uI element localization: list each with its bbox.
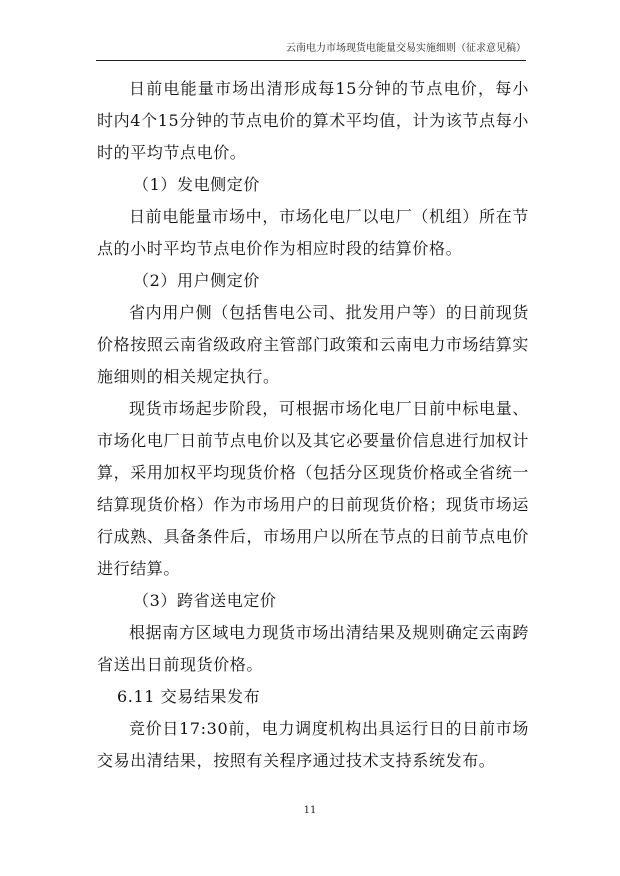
document-body xyxy=(97,73,529,777)
section-heading-result-release: 6.11 交易结果发布 xyxy=(117,687,261,706)
page-header xyxy=(96,42,526,61)
header-title: 云南电力市场现货电能量交易实施细则（征求意见稿） xyxy=(286,43,526,54)
page-number: 11 xyxy=(303,805,317,816)
paragraph-user-pricing: 省内用户侧（包括售电公司、批发用户等）的日前现货价格按照云南省级政府主管部门政策和云南电力市场结算实施细则的相关规定执行。 xyxy=(97,303,529,386)
paragraph-generation-pricing: 日前电能量市场中，市场化电厂以电厂（机组）所在节点的小时平均节点电价作为相应时段的结算价格。 xyxy=(97,207,529,258)
paragraph-result-release: 竞价日17:30前，电力调度机构出具运行日的日前市场交易出清结果，按照有关程序通过技术支持系统发布。 xyxy=(97,719,529,770)
subheading-user-pricing: （2）用户侧定价 xyxy=(133,271,260,290)
paragraph-node-price: 日前电能量市场出清形成每15分钟的节点电价，每小时内4个15分钟的节点电价的算术平均值，计为该节点每小时的平均节点电价。 xyxy=(97,79,529,162)
subheading-generation-pricing: （1）发电侧定价 xyxy=(133,175,260,194)
paragraph-initial-stage: 现货市场起步阶段，可根据市场化电厂日前中标电量、市场化电厂日前节点电价以及其它必要量价信息进行加权计算，采用加权平均现货价格（包括分区现货价格或全省统一结算现货价格）作为市场用户的日前现货价格；现货市场运行成熟、具备条件后，市场用户以所在节点的日前节点电价进行结算。 xyxy=(97,399,529,578)
subheading-cross-province-pricing: （3）跨省送电定价 xyxy=(133,591,277,610)
paragraph-cross-province-pricing: 根据南方区域电力现货市场出清结果及规则确定云南跨省送出日前现货价格。 xyxy=(97,623,529,674)
